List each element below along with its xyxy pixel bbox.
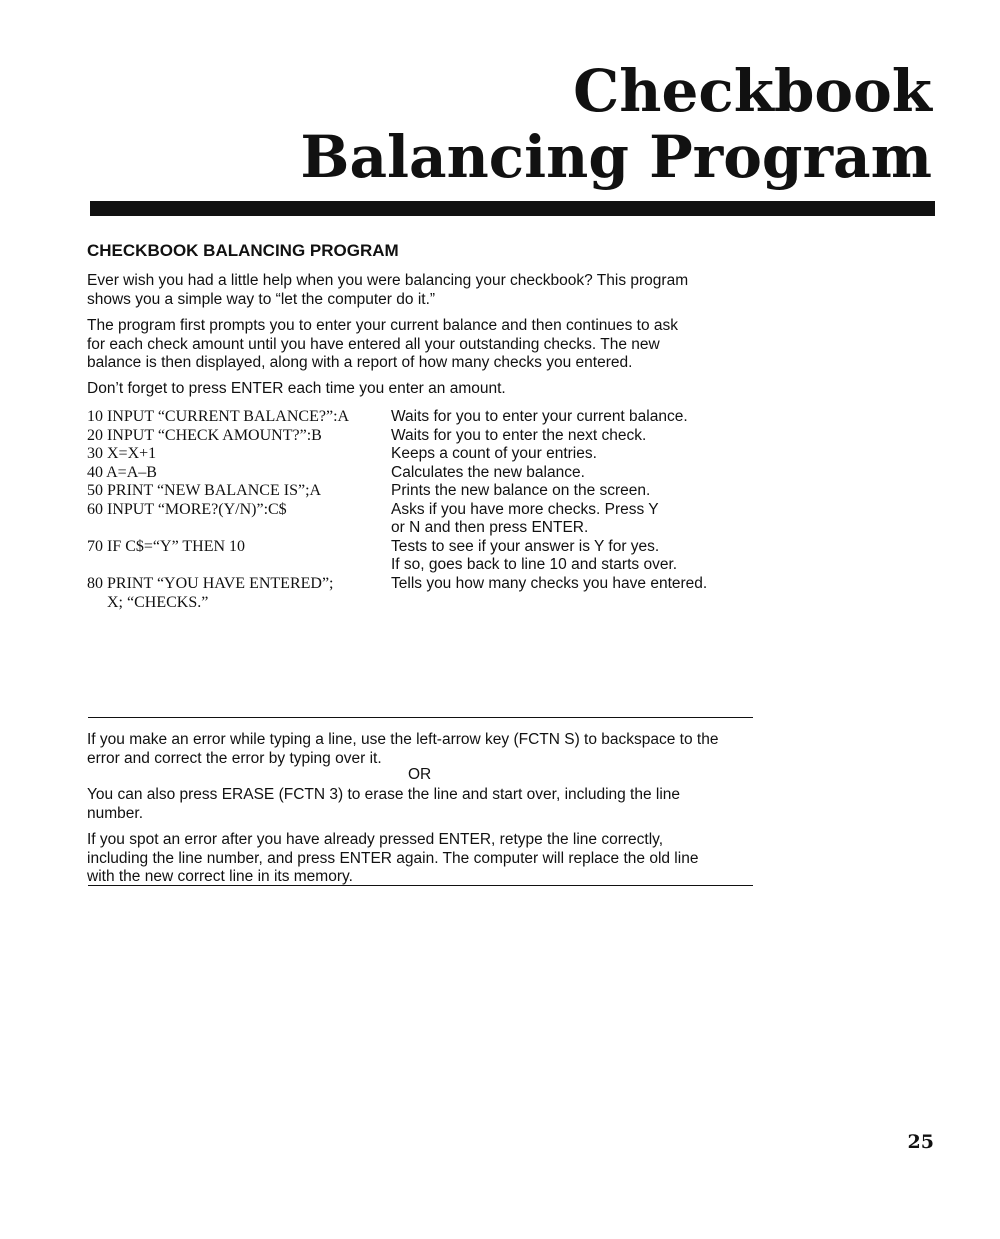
note-line: error and correct the error by typing over it. xyxy=(87,749,382,767)
description-line: Keeps a count of your entries. xyxy=(391,445,597,462)
note-line: If you make an error while typing a line, use the left-arrow key (FCTN S) to backspace to the xyxy=(87,731,719,748)
description-line: Waits for you to enter your current balance. xyxy=(391,408,688,425)
note-line: with the new correct line in its memory. xyxy=(87,868,353,885)
note-line: You can also press ERASE (FCTN 3) to erase the line and start over, including the line xyxy=(87,786,681,803)
description-line: Waits for you to enter the next check. xyxy=(391,427,647,444)
intro-paragraph-3 xyxy=(87,380,747,399)
program-line: 60 INPUT “MORE?(Y/N)”:C$ xyxy=(87,501,287,518)
note-line: If you spot an error after you have already pressed ENTER, retype the line correctly, xyxy=(87,831,664,848)
program-line: 20 INPUT “CHECK AMOUNT?”:B xyxy=(87,427,322,444)
paragraph-line: Ever wish you had a little help when you were balancing your checkbook? This program xyxy=(87,272,689,289)
description-line: Calculates the new balance. xyxy=(391,464,585,481)
description-line: Tests to see if your answer is Y for yes. xyxy=(391,538,660,555)
program-line: X; “CHECKS.” xyxy=(107,594,209,611)
program-line: 10 INPUT “CURRENT BALANCE?”:A xyxy=(87,408,350,425)
paragraph-line: shows you a simple way to “let the computer do it.” xyxy=(87,290,436,308)
description-line: If so, goes back to line 10 and starts over. xyxy=(391,556,678,573)
or-label: OR xyxy=(408,766,432,783)
page-number: 25 xyxy=(907,1131,934,1153)
intro-paragraph-1 xyxy=(87,272,747,309)
note-error-tip xyxy=(87,731,718,768)
notes-top-rule xyxy=(88,717,753,718)
description-line: Asks if you have more checks. Press Y xyxy=(391,501,659,518)
paragraph-line: balance is then displayed, along with a report of how many checks you entered. xyxy=(87,354,633,371)
program-line: 40 A=A–B xyxy=(87,464,157,481)
intro-paragraph-2 xyxy=(87,317,747,373)
program-line: 80 PRINT “YOU HAVE ENTERED”; xyxy=(87,575,334,592)
notes-bottom-rule xyxy=(88,885,753,886)
page-title-line-1: Checkbook xyxy=(573,57,932,125)
section-heading: CHECKBOOK BALANCING PROGRAM xyxy=(87,241,399,260)
description-line: or N and then press ENTER. xyxy=(391,519,589,536)
paragraph-line: Don’t forget to press ENTER each time you enter an amount. xyxy=(87,380,506,397)
description-line: Tells you how many checks you have entered. xyxy=(391,575,708,592)
description-line: Prints the new balance on the screen. xyxy=(391,482,651,499)
title-divider xyxy=(90,201,935,216)
note-erase-tip xyxy=(87,786,680,823)
program-line: 70 IF C$=“Y” THEN 10 xyxy=(87,538,246,555)
page-title-line-2: Balancing Program xyxy=(300,123,932,191)
program-line: 50 PRINT “NEW BALANCE IS”;A xyxy=(87,482,322,499)
paragraph-line: The program first prompts you to enter your current balance and then continues to ask xyxy=(87,317,679,334)
note-line: including the line number, and press ENTER again. The computer will replace the old line xyxy=(87,849,699,867)
page-title xyxy=(300,58,932,190)
program-line: 30 X=X+1 xyxy=(87,445,157,462)
note-line: number. xyxy=(87,804,144,822)
note-retype-tip xyxy=(87,831,698,887)
paragraph-line: for each check amount until you have entered all your outstanding checks. The new xyxy=(87,335,660,353)
